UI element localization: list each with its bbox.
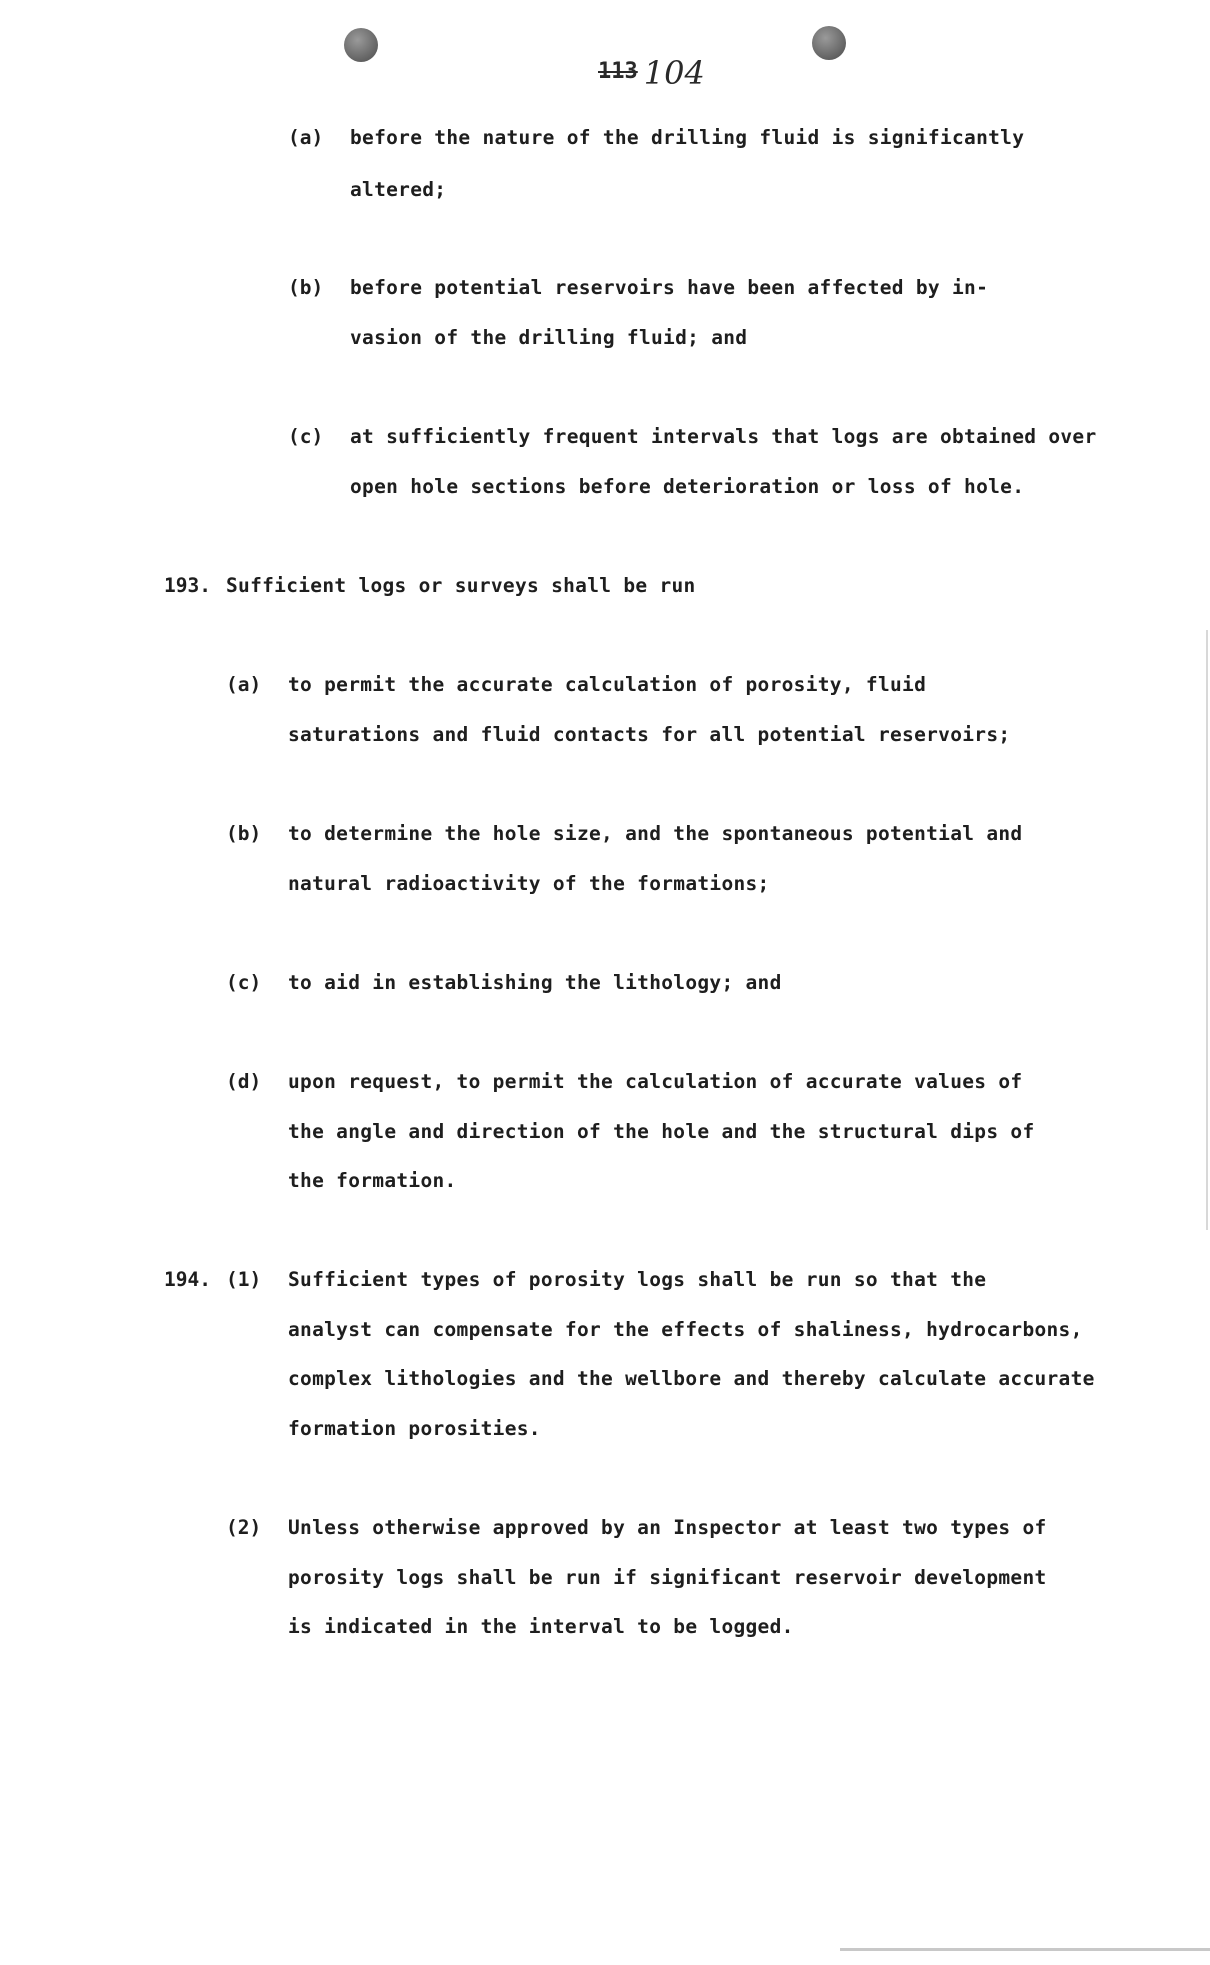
text-line: saturations and fluid contacts for all potential reservoirs; — [288, 723, 1011, 746]
text-line: complex lithologies and the wellbore and thereby calculate accurate — [288, 1367, 1095, 1390]
item-label-c: (c) — [288, 425, 324, 448]
clause-intro: Sufficient logs or surveys shall be run — [226, 574, 696, 597]
clause-number-194: 194. — [164, 1268, 211, 1291]
clause-number-193: 193. — [164, 574, 211, 597]
item-label-a: (a) — [226, 673, 262, 696]
item-label-a: (a) — [288, 126, 324, 149]
text-line: Sufficient types of porosity logs shall be run so that the — [288, 1268, 987, 1291]
punch-hole-right — [812, 26, 846, 60]
text-line: to determine the hole size, and the spontaneous potential and — [288, 822, 1023, 845]
text-line: analyst can compensate for the effects of shaliness, hydrocarbons, — [288, 1318, 1083, 1341]
text-line: formation porosities. — [288, 1417, 541, 1440]
subclause-label-1: (1) — [226, 1268, 262, 1291]
text-line: natural radioactivity of the formations; — [288, 872, 770, 895]
item-label-c: (c) — [226, 971, 262, 994]
text-line: is indicated in the interval to be logged. — [288, 1615, 794, 1638]
item-label-d: (d) — [226, 1070, 262, 1093]
struck-page-number: 113 — [598, 59, 638, 84]
handwritten-page-number: 104 — [643, 54, 705, 92]
subclause-label-2: (2) — [226, 1516, 262, 1539]
scan-edge-bottom — [840, 1948, 1210, 1951]
text-line: porosity logs shall be run if significant reservoir development — [288, 1566, 1047, 1589]
text-line: before potential reservoirs have been affected by in- — [350, 276, 989, 299]
text-line: before the nature of the drilling fluid is significantly — [350, 126, 1025, 149]
scan-edge-right — [1206, 630, 1208, 1230]
text-line: at sufficiently frequent intervals that logs are obtained over — [350, 425, 1097, 448]
text-line: vasion of the drilling fluid; and — [350, 326, 748, 349]
punch-hole-left — [344, 28, 378, 62]
text-line: to permit the accurate calculation of porosity, fluid — [288, 673, 927, 696]
item-label-b: (b) — [226, 822, 262, 845]
text-line: to aid in establishing the lithology; and — [288, 971, 782, 994]
text-line: the angle and direction of the hole and the structural dips of — [288, 1120, 1035, 1143]
text-line: altered; — [350, 178, 447, 201]
text-line: open hole sections before deterioration or loss of hole. — [350, 475, 1025, 498]
page-number — [598, 48, 705, 92]
text-line: upon request, to permit the calculation of accurate values of — [288, 1070, 1023, 1093]
item-label-b: (b) — [288, 276, 324, 299]
text-line: the formation. — [288, 1169, 457, 1192]
text-line: Unless otherwise approved by an Inspector at least two types of — [288, 1516, 1047, 1539]
